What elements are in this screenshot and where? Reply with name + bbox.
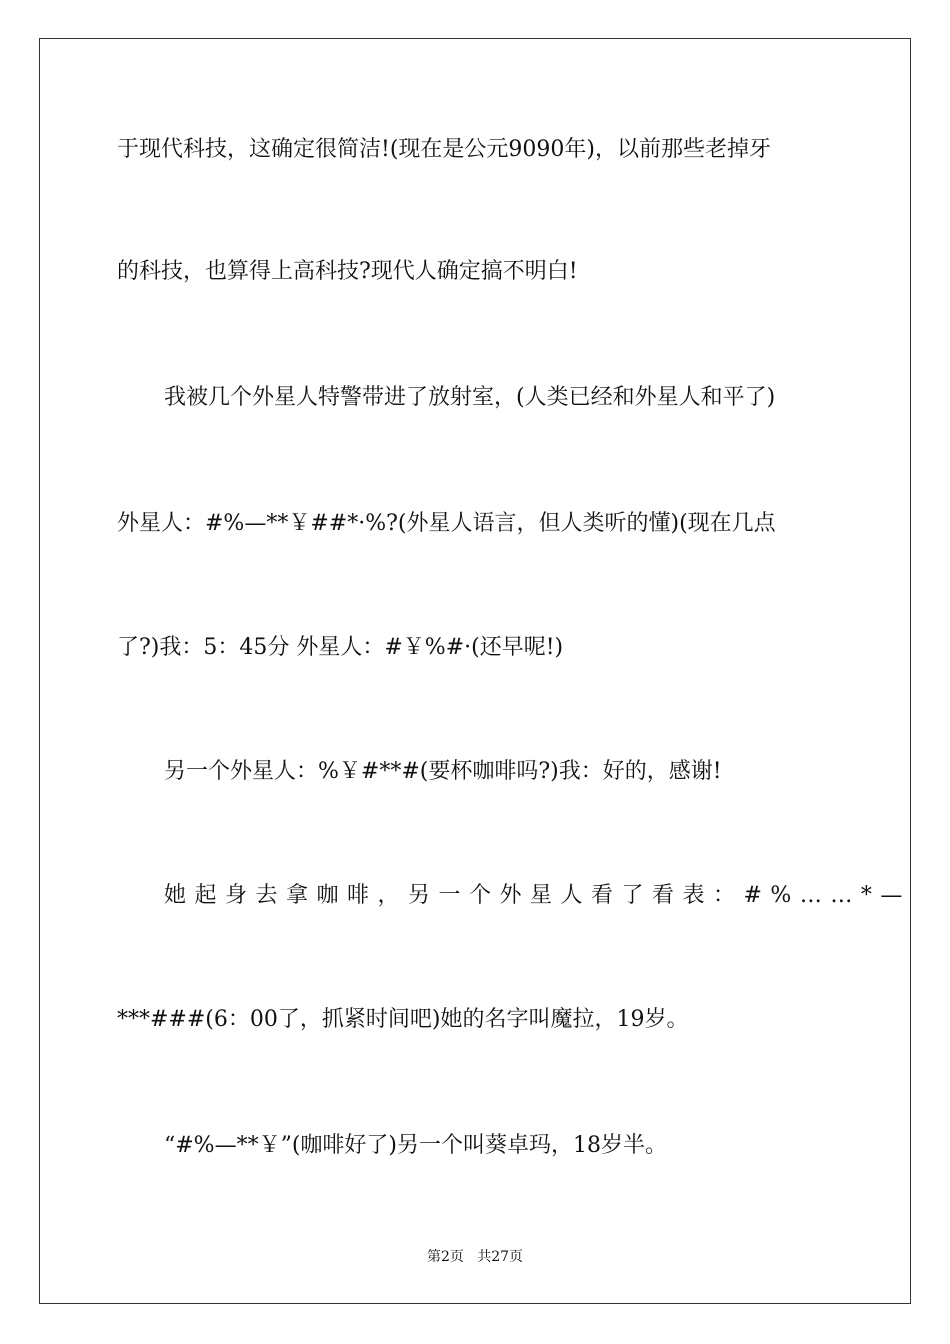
text-line-4: 外星人：#%—**￥##*·%?(外星人语言，但人类听的懂)(现在几点	[117, 511, 776, 536]
page-border	[39, 38, 911, 1304]
text-line-6: 另一个外星人：%￥#**#(要杯咖啡吗?)我：好的，感谢!	[164, 759, 722, 784]
page-number-footer: 第2页 共27页	[426, 1249, 524, 1265]
text-line-9: “#%—**￥”(咖啡好了)另一个叫葵卓玛，18岁半。	[164, 1133, 667, 1158]
text-line-7: 她起身去拿咖啡，另一个外星人看了看表：#%……*—	[164, 883, 911, 908]
text-line-1: 于现代科技，这确定很简洁!(现在是公元9090年)，以前那些老掉牙	[117, 137, 771, 162]
text-line-2: 的科技，也算得上高科技?现代人确定搞不明白!	[117, 259, 578, 284]
text-line-8: ***###(6：00了，抓紧时间吧)她的名字叫魔拉，19岁。	[117, 1007, 689, 1032]
text-line-5: 了?)我：5：45分 外星人：#￥%#·(还早呢!)	[117, 635, 564, 660]
text-line-3: 我被几个外星人特警带进了放射室，(人类已经和外星人和平了)	[164, 385, 776, 410]
